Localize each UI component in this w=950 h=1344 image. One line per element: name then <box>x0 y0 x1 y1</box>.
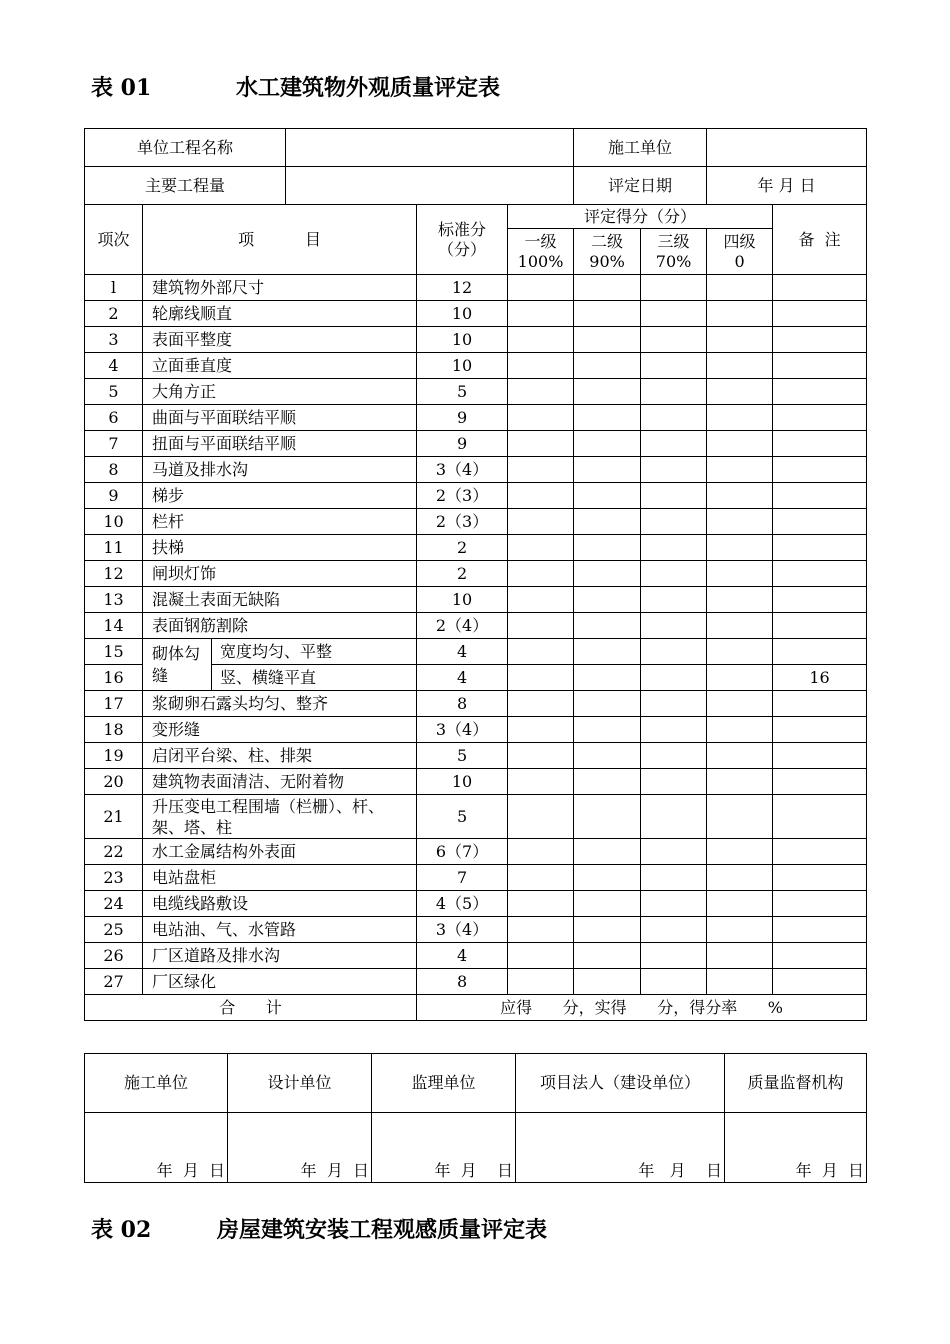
row-remark[interactable] <box>773 943 867 969</box>
row-standard-score: 10 <box>417 301 508 327</box>
row-grade-3-cell[interactable] <box>641 301 707 327</box>
table-row <box>85 327 867 353</box>
sign-unit-label: 项目法人（建设单位） <box>516 1054 725 1113</box>
row-standard-score: 10 <box>417 587 508 613</box>
row-grade-2-cell[interactable] <box>574 405 641 431</box>
row-item: 电缆线路敷设 <box>143 891 417 917</box>
row-grade-1-cell[interactable] <box>508 917 574 943</box>
row-standard-score: 4 <box>417 943 508 969</box>
row-grade-4-cell[interactable] <box>707 483 773 509</box>
row-grade-4-cell[interactable] <box>707 795 773 839</box>
row-grade-1-cell[interactable] <box>508 405 574 431</box>
row-index: 24 <box>85 891 143 917</box>
row-remark[interactable] <box>773 509 867 535</box>
row-item: 水工金属结构外表面 <box>143 839 417 865</box>
row-standard-score: 4 <box>417 665 508 691</box>
table-row <box>85 457 867 483</box>
row-grade-3-cell[interactable] <box>641 535 707 561</box>
row-standard-score: 10 <box>417 327 508 353</box>
row-grade-3-cell[interactable] <box>641 769 707 795</box>
row-item: 轮廓线顺直 <box>143 301 417 327</box>
row-index: 3 <box>85 327 143 353</box>
row-grade-2-cell[interactable] <box>574 891 641 917</box>
row-standard-score: 9 <box>417 405 508 431</box>
row-grade-1-cell[interactable] <box>508 535 574 561</box>
row-item: 扶梯 <box>143 535 417 561</box>
row-grade-2-cell[interactable] <box>574 639 641 665</box>
row-standard-score: 7 <box>417 865 508 891</box>
row-item: 马道及排水沟 <box>143 457 417 483</box>
row-index: 27 <box>85 969 143 995</box>
row-grade-2-cell[interactable] <box>574 865 641 891</box>
row-index: 11 <box>85 535 143 561</box>
row-grade-1-cell[interactable] <box>508 483 574 509</box>
row-grade-3-cell[interactable] <box>641 839 707 865</box>
row-remark[interactable] <box>773 795 867 839</box>
row-grade-2-cell[interactable] <box>574 691 641 717</box>
row-standard-score: 3（4） <box>417 717 508 743</box>
grade-pct: 90% <box>589 251 625 271</box>
row-item: 表面平整度 <box>143 327 417 353</box>
row-grade-3-cell[interactable] <box>641 379 707 405</box>
row-grade-3-cell[interactable] <box>641 743 707 769</box>
row-grade-2-cell[interactable] <box>574 431 641 457</box>
row-standard-score: 4 <box>417 639 508 665</box>
col-standard-line1: 标准分 <box>438 219 487 239</box>
row-grade-1-cell[interactable] <box>508 509 574 535</box>
row-index: 19 <box>85 743 143 769</box>
row-grade-1-cell[interactable] <box>508 969 574 995</box>
row-index: 9 <box>85 483 143 509</box>
sign-date-cell[interactable]: 年 月 日 <box>228 1113 372 1183</box>
table-row <box>85 743 867 769</box>
col-remark-header: 备 注 <box>773 205 867 275</box>
row-grade-3-cell[interactable] <box>641 613 707 639</box>
row-remark[interactable] <box>773 301 867 327</box>
row-grade-2-cell[interactable] <box>574 717 641 743</box>
row-item: 闸坝灯饰 <box>143 561 417 587</box>
row-grade-3-cell[interactable] <box>641 509 707 535</box>
row-grade-4-cell[interactable] <box>707 743 773 769</box>
grade-header-2 <box>574 229 641 275</box>
table-row <box>85 917 867 943</box>
table-row <box>85 535 867 561</box>
row-grade-4-cell[interactable] <box>707 769 773 795</box>
row-index: 15 <box>85 639 143 665</box>
row-item: 梯步 <box>143 483 417 509</box>
row-grade-2-cell[interactable] <box>574 483 641 509</box>
row-index: 6 <box>85 405 143 431</box>
row-grade-1-cell[interactable] <box>508 769 574 795</box>
main-quantity-value[interactable] <box>286 167 574 205</box>
unit-project-value[interactable] <box>286 129 574 167</box>
col-standard-line2: （分） <box>438 239 487 259</box>
main-quantity-label: 主要工程量 <box>85 167 286 205</box>
row-grade-3-cell[interactable] <box>641 353 707 379</box>
col-index-header: 项次 <box>85 205 143 275</box>
grade-pct: 0 <box>734 251 745 271</box>
row-index: 10 <box>85 509 143 535</box>
signature-table <box>84 1053 867 1183</box>
row-grade-4-cell[interactable] <box>707 943 773 969</box>
row-remark[interactable] <box>773 353 867 379</box>
table-row <box>85 561 867 587</box>
table-row <box>85 509 867 535</box>
row-item: 曲面与平面联结平顺 <box>143 405 417 431</box>
row-grade-4-cell[interactable] <box>707 535 773 561</box>
row-grade-1-cell[interactable] <box>508 891 574 917</box>
row-standard-score: 10 <box>417 769 508 795</box>
total-text: 应得 分，实得 分，得分率 % <box>417 995 867 1021</box>
row-index: 7 <box>85 431 143 457</box>
grade-header-1 <box>508 229 574 275</box>
table2-heading <box>91 1213 548 1244</box>
row-index: 23 <box>85 865 143 891</box>
row-item: 立面垂直度 <box>143 353 417 379</box>
grade-name: 一级 <box>524 231 557 251</box>
table1-title: 水工建筑物外观质量评定表 <box>236 75 501 101</box>
sign-unit-label: 质量监督机构 <box>725 1054 867 1113</box>
row-remark[interactable] <box>773 865 867 891</box>
row-standard-score: 4（5） <box>417 891 508 917</box>
row-grade-4-cell[interactable] <box>707 717 773 743</box>
table-row <box>85 717 867 743</box>
col-standard-header <box>417 205 508 275</box>
grade-pct: 100% <box>517 251 564 271</box>
table-row <box>85 639 867 665</box>
row-grade-4-cell[interactable] <box>707 691 773 717</box>
row-standard-score: 3（4） <box>417 917 508 943</box>
table1-heading <box>91 71 501 102</box>
row-grade-1-cell[interactable] <box>508 275 574 301</box>
row-grade-4-cell[interactable] <box>707 891 773 917</box>
row-remark[interactable] <box>773 969 867 995</box>
row-grade-2-cell[interactable] <box>574 613 641 639</box>
row-standard-score: 2（4） <box>417 613 508 639</box>
row-remark[interactable] <box>773 483 867 509</box>
table-row <box>85 891 867 917</box>
table-row <box>85 431 867 457</box>
row-grade-4-cell[interactable] <box>707 639 773 665</box>
row-grade-3-cell[interactable] <box>641 483 707 509</box>
row-grade-3-cell[interactable] <box>641 795 707 839</box>
row-remark[interactable] <box>773 639 867 665</box>
row-grade-3-cell[interactable] <box>641 917 707 943</box>
row-grade-2-cell[interactable] <box>574 535 641 561</box>
grade-pct: 70% <box>655 251 692 271</box>
row-grade-1-cell[interactable] <box>508 743 574 769</box>
row-index: 4 <box>85 353 143 379</box>
row-grade-2-cell[interactable] <box>574 795 641 839</box>
col-score-group-header: 评定得分（分） <box>508 205 773 229</box>
row-grade-1-cell[interactable] <box>508 865 574 891</box>
row-grade-4-cell[interactable] <box>707 865 773 891</box>
row-remark[interactable] <box>773 743 867 769</box>
row-grade-3-cell[interactable] <box>641 691 707 717</box>
row-grade-2-cell[interactable] <box>574 353 641 379</box>
grade-header-3 <box>641 229 707 275</box>
row-remark[interactable] <box>773 839 867 865</box>
row-grade-4-cell[interactable] <box>707 665 773 691</box>
row-standard-score: 6（7） <box>417 839 508 865</box>
row-grade-2-cell[interactable] <box>574 379 641 405</box>
row-item: 扭面与平面联结平顺 <box>143 431 417 457</box>
row-grade-4-cell[interactable] <box>707 917 773 943</box>
table-row <box>85 769 867 795</box>
row-grade-3-cell[interactable] <box>641 865 707 891</box>
row-item: 电站盘柜 <box>143 865 417 891</box>
table-row <box>85 795 867 839</box>
row-grade-4-cell[interactable] <box>707 613 773 639</box>
row-grade-2-cell[interactable] <box>574 917 641 943</box>
row-item: 宽度均匀、平整 <box>212 639 417 665</box>
sign-unit-label: 设计单位 <box>228 1054 372 1113</box>
row-item: 表面钢筋割除 <box>143 613 417 639</box>
row-grade-3-cell[interactable] <box>641 431 707 457</box>
row-index: 21 <box>85 795 143 839</box>
row-item: 竖、横缝平直 <box>212 665 417 691</box>
header-row-unit <box>85 129 867 167</box>
row-grade-4-cell[interactable] <box>707 509 773 535</box>
table-row <box>85 613 867 639</box>
sign-units-row <box>85 1054 867 1113</box>
row-remark[interactable] <box>773 613 867 639</box>
row-index: 25 <box>85 917 143 943</box>
row-index: 14 <box>85 613 143 639</box>
row-index: 5 <box>85 379 143 405</box>
row-item: 厂区道路及排水沟 <box>143 943 417 969</box>
row-grade-3-cell[interactable] <box>641 717 707 743</box>
sign-unit-label: 施工单位 <box>85 1054 228 1113</box>
row-item: 电站油、气、水管路 <box>143 917 417 943</box>
row-grade-4-cell[interactable] <box>707 353 773 379</box>
row-remark[interactable] <box>773 535 867 561</box>
row-index: 16 <box>85 665 143 691</box>
table-row <box>85 691 867 717</box>
column-header-row1 <box>85 205 867 229</box>
row-grade-2-cell[interactable] <box>574 275 641 301</box>
table-row <box>85 587 867 613</box>
row-standard-score: 2（3） <box>417 509 508 535</box>
row-grade-4-cell[interactable] <box>707 379 773 405</box>
row-grade-1-cell[interactable] <box>508 431 574 457</box>
row-index: 22 <box>85 839 143 865</box>
eval-date-value[interactable]: 年 月 日 <box>707 167 867 205</box>
row-index: 8 <box>85 457 143 483</box>
row-grade-2-cell[interactable] <box>574 665 641 691</box>
row-grade-3-cell[interactable] <box>641 665 707 691</box>
row-standard-score: 5 <box>417 795 508 839</box>
table-row <box>85 969 867 995</box>
row-standard-score: 2 <box>417 561 508 587</box>
row-grade-2-cell[interactable] <box>574 743 641 769</box>
row-grade-4-cell[interactable] <box>707 431 773 457</box>
row-grade-4-cell[interactable] <box>707 405 773 431</box>
row-index: 13 <box>85 587 143 613</box>
row-grade-2-cell[interactable] <box>574 969 641 995</box>
table-row <box>85 405 867 431</box>
appearance-quality-grid <box>84 128 867 1021</box>
row-grade-3-cell[interactable] <box>641 405 707 431</box>
table-row <box>85 865 867 891</box>
row-remark[interactable]: 16 <box>773 665 867 691</box>
row-grade-2-cell[interactable] <box>574 301 641 327</box>
row-grade-1-cell[interactable] <box>508 691 574 717</box>
row-index: 2 <box>85 301 143 327</box>
row-remark[interactable] <box>773 405 867 431</box>
row-grade-3-cell[interactable] <box>641 943 707 969</box>
row-index: 18 <box>85 717 143 743</box>
row-remark[interactable] <box>773 917 867 943</box>
eval-date-label: 评定日期 <box>574 167 707 205</box>
row-grade-4-cell[interactable] <box>707 275 773 301</box>
col-item-header: 项 目 <box>143 205 417 275</box>
sign-unit-label: 监理单位 <box>372 1054 516 1113</box>
row-grade-4-cell[interactable] <box>707 561 773 587</box>
row-standard-score: 2 <box>417 535 508 561</box>
table2-number: 表 02 <box>91 1217 152 1243</box>
row-item: 升压变电工程围墙（栏栅）、杆、架、塔、柱 <box>143 795 417 839</box>
row-remark[interactable] <box>773 769 867 795</box>
sign-dates-row <box>85 1113 867 1183</box>
row-grade-3-cell[interactable] <box>641 561 707 587</box>
grade-name: 三级 <box>657 231 690 251</box>
row-item: 建筑物表面清洁、无附着物 <box>143 769 417 795</box>
table1-number: 表 01 <box>91 75 152 101</box>
row-standard-score: 8 <box>417 691 508 717</box>
row-grade-2-cell[interactable] <box>574 943 641 969</box>
row-grade-3-cell[interactable] <box>641 587 707 613</box>
row-item: 混凝土表面无缺陷 <box>143 587 417 613</box>
sign-date-cell[interactable]: 年 月 日 <box>372 1113 516 1183</box>
row-grade-2-cell[interactable] <box>574 457 641 483</box>
row-item: 变形缝 <box>143 717 417 743</box>
sign-date-cell[interactable]: 年 月 日 <box>516 1113 725 1183</box>
row-index: 12 <box>85 561 143 587</box>
row-grade-1-cell[interactable] <box>508 379 574 405</box>
row-grade-1-cell[interactable] <box>508 717 574 743</box>
row-group-label: 砌体勾缝 <box>143 639 212 691</box>
row-grade-4-cell[interactable] <box>707 839 773 865</box>
row-grade-1-cell[interactable] <box>508 561 574 587</box>
table-row <box>85 483 867 509</box>
row-grade-1-cell[interactable] <box>508 639 574 665</box>
row-remark[interactable] <box>773 457 867 483</box>
row-grade-1-cell[interactable] <box>508 587 574 613</box>
table-row <box>85 839 867 865</box>
grade-header-4 <box>707 229 773 275</box>
row-index: 26 <box>85 943 143 969</box>
row-remark[interactable] <box>773 691 867 717</box>
row-grade-2-cell[interactable] <box>574 561 641 587</box>
row-grade-1-cell[interactable] <box>508 839 574 865</box>
row-grade-1-cell[interactable] <box>508 795 574 839</box>
row-grade-1-cell[interactable] <box>508 943 574 969</box>
table-row <box>85 301 867 327</box>
row-grade-2-cell[interactable] <box>574 769 641 795</box>
grade-name: 二级 <box>591 231 624 251</box>
row-grade-1-cell[interactable] <box>508 353 574 379</box>
row-standard-score: 8 <box>417 969 508 995</box>
row-remark[interactable] <box>773 587 867 613</box>
row-remark[interactable] <box>773 717 867 743</box>
row-standard-score: 9 <box>417 431 508 457</box>
row-grade-3-cell[interactable] <box>641 639 707 665</box>
total-label: 合 计 <box>85 995 417 1021</box>
row-grade-2-cell[interactable] <box>574 839 641 865</box>
construction-unit-label: 施工单位 <box>574 129 707 167</box>
row-grade-4-cell[interactable] <box>707 301 773 327</box>
row-remark[interactable] <box>773 275 867 301</box>
row-grade-4-cell[interactable] <box>707 457 773 483</box>
row-grade-4-cell[interactable] <box>707 327 773 353</box>
row-standard-score: 10 <box>417 353 508 379</box>
construction-unit-value[interactable] <box>707 129 867 167</box>
table-row <box>85 379 867 405</box>
row-remark[interactable] <box>773 891 867 917</box>
row-grade-2-cell[interactable] <box>574 587 641 613</box>
table-row <box>85 943 867 969</box>
row-remark[interactable] <box>773 327 867 353</box>
row-grade-1-cell[interactable] <box>508 327 574 353</box>
row-grade-4-cell[interactable] <box>707 969 773 995</box>
row-grade-1-cell[interactable] <box>508 613 574 639</box>
row-grade-2-cell[interactable] <box>574 509 641 535</box>
row-grade-3-cell[interactable] <box>641 327 707 353</box>
row-standard-score: 5 <box>417 743 508 769</box>
row-item: 启闭平台梁、柱、排架 <box>143 743 417 769</box>
row-index: l <box>85 275 143 301</box>
row-remark[interactable] <box>773 379 867 405</box>
row-grade-1-cell[interactable] <box>508 665 574 691</box>
row-grade-1-cell[interactable] <box>508 301 574 327</box>
unit-project-label: 单位工程名称 <box>85 129 286 167</box>
row-item: 栏杆 <box>143 509 417 535</box>
row-grade-3-cell[interactable] <box>641 891 707 917</box>
sign-date-cell[interactable]: 年 月 日 <box>725 1113 867 1183</box>
row-grade-3-cell[interactable] <box>641 457 707 483</box>
table2-title: 房屋建筑安装工程观感质量评定表 <box>217 1217 548 1243</box>
row-index: 20 <box>85 769 143 795</box>
row-item: 建筑物外部尺寸 <box>143 275 417 301</box>
table-row <box>85 275 867 301</box>
row-standard-score: 3（4） <box>417 457 508 483</box>
row-item: 厂区绿化 <box>143 969 417 995</box>
row-item: 浆砌卵石露头均匀、整齐 <box>143 691 417 717</box>
row-remark[interactable] <box>773 561 867 587</box>
row-index: 17 <box>85 691 143 717</box>
row-grade-4-cell[interactable] <box>707 587 773 613</box>
row-grade-2-cell[interactable] <box>574 327 641 353</box>
row-standard-score: 2（3） <box>417 483 508 509</box>
table-row <box>85 353 867 379</box>
row-grade-3-cell[interactable] <box>641 969 707 995</box>
row-standard-score: 12 <box>417 275 508 301</box>
row-standard-score: 5 <box>417 379 508 405</box>
header-row-quantity <box>85 167 867 205</box>
row-grade-1-cell[interactable] <box>508 457 574 483</box>
row-item: 大角方正 <box>143 379 417 405</box>
total-row <box>85 995 867 1021</box>
sign-date-cell[interactable]: 年 月 日 <box>85 1113 228 1183</box>
row-remark[interactable] <box>773 431 867 457</box>
grade-name: 四级 <box>723 231 756 251</box>
row-grade-3-cell[interactable] <box>641 275 707 301</box>
